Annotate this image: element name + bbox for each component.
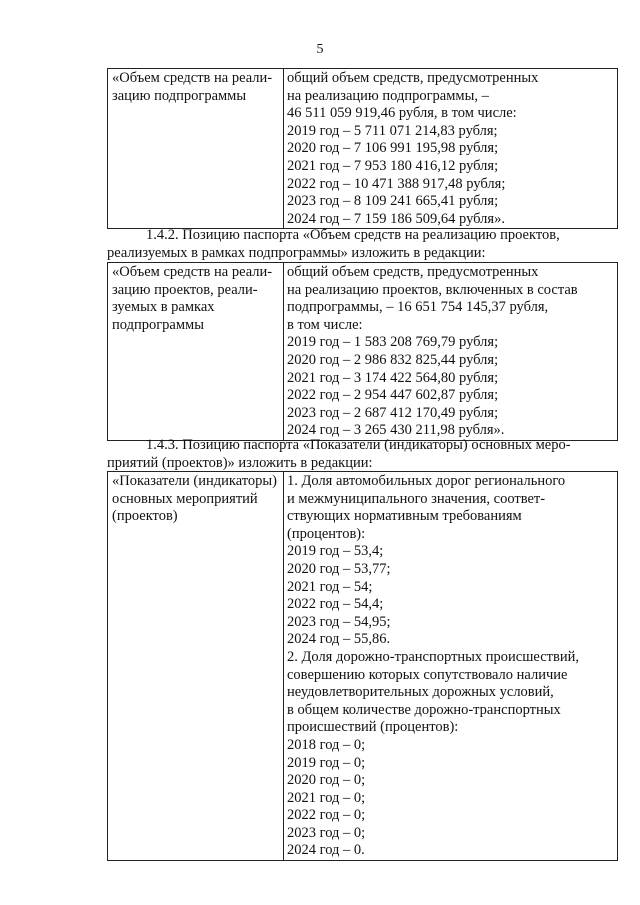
value-line: 2019 год – 1 583 208 769,79 рубля; [287,334,499,351]
value-line: 2022 год – 10 471 388 917,48 рубля; [287,175,506,192]
table-label-cell [108,263,284,440]
value-line: 2019 год – 5 711 071 214,83 рубля; [287,122,498,139]
value-line: 2024 год – 3 265 430 211,98 рубля». [287,422,505,439]
value-line: 2022 год – 0; [287,807,366,824]
table-subprogram-funding [107,68,618,229]
value-line: 2. Доля дорожно-транспортных происшествий, [287,648,579,665]
value-line: 2021 год – 3 174 422 564,80 рубля; [287,369,499,386]
value-line: 2019 год – 0; [287,754,366,771]
page-number: 5 [316,42,324,57]
value-line: общий объем средств, предусмотренных [287,70,539,86]
table-value-cell [284,263,617,440]
label-line: зацию проектов, реали- [112,281,258,298]
label-line: (проектов) [112,508,178,525]
value-line: подпрограммы, – 16 651 754 145,37 рубля, [287,299,549,316]
value-line: 2018 год – 0; [287,736,366,753]
label-line: «Объем средств на реали- [112,264,273,280]
value-line: происшествий (процентов): [287,719,459,736]
value-line: 2023 год – 2 687 412 170,49 рубля; [287,404,499,421]
value-line: 2020 год – 7 106 991 195,98 рубля; [287,140,499,157]
label-line: зуемых в рамках [112,299,215,316]
value-line: неудовлетворительных дорожных условий, [287,684,554,701]
paragraph-1-4-2 [107,227,620,262]
value-line: 2020 год – 0; [287,772,366,789]
value-line: 2019 год – 53,4; [287,543,384,560]
paragraph-line: 1.4.3. Позицию паспорта «Показатели (индикаторы) основных меро- [146,437,571,453]
value-line: 2023 год – 54,95; [287,613,391,630]
value-line: 46 511 059 919,46 рубля, в том числе: [287,105,517,122]
table-label-cell [108,69,284,228]
value-line: 2023 год – 8 109 241 665,41 рубля; [287,193,499,210]
value-line: в том числе: [287,316,363,333]
table-project-funding [107,262,618,441]
value-line: 2021 год – 0; [287,789,366,806]
label-line: подпрограммы [112,316,204,333]
paragraph-line: 1.4.2. Позицию паспорта «Объем средств на реализацию проектов, [146,227,560,243]
value-line: 2023 год – 0; [287,824,366,841]
value-line: ствующих нормативным требованиям [287,508,522,525]
label-line: зацию подпрограммы [112,87,247,104]
label-line: основных мероприятий [112,490,258,507]
value-line: (процентов): [287,525,366,542]
paragraph-line: реализуемых в рамках подпрограммы» изложить в редакции: [107,244,486,261]
paragraph-1-4-3 [107,437,620,472]
value-line: 2022 год – 2 954 447 602,87 рубля; [287,387,499,404]
value-line: 2024 год – 55,86. [287,631,391,648]
value-line: на реализацию подпрограммы, – [287,87,489,104]
value-line: совершению которых сопутствовало наличие [287,666,568,683]
paragraph-line: приятий (проектов)» изложить в редакции: [107,454,373,471]
value-line: общий объем средств, предусмотренных [287,264,539,280]
label-line: «Объем средств на реали- [112,70,273,86]
value-line: 2024 год – 7 159 186 509,64 рубля». [287,210,505,227]
value-line: на реализацию проектов, включенных в состав [287,281,578,298]
value-line: 2020 год – 53,77; [287,560,391,577]
value-line: 2021 год – 7 953 180 416,12 рубля; [287,157,499,174]
value-line: 2022 год – 54,4; [287,596,384,613]
table-indicators [107,471,618,861]
value-line: в общем количестве дорожно-транспортных [287,701,561,718]
label-line: «Показатели (индикаторы) [112,473,278,489]
value-line: 2024 год – 0. [287,842,365,859]
table-label-cell [108,472,284,860]
value-line: 2021 год – 54; [287,578,373,595]
value-line: и межмуниципального значения, соответ- [287,490,546,507]
table-value-cell [284,69,617,228]
table-value-cell [284,472,617,860]
value-line: 2020 год – 2 986 832 825,44 рубля; [287,351,499,368]
value-line: 1. Доля автомобильных дорог регионального [287,473,566,489]
